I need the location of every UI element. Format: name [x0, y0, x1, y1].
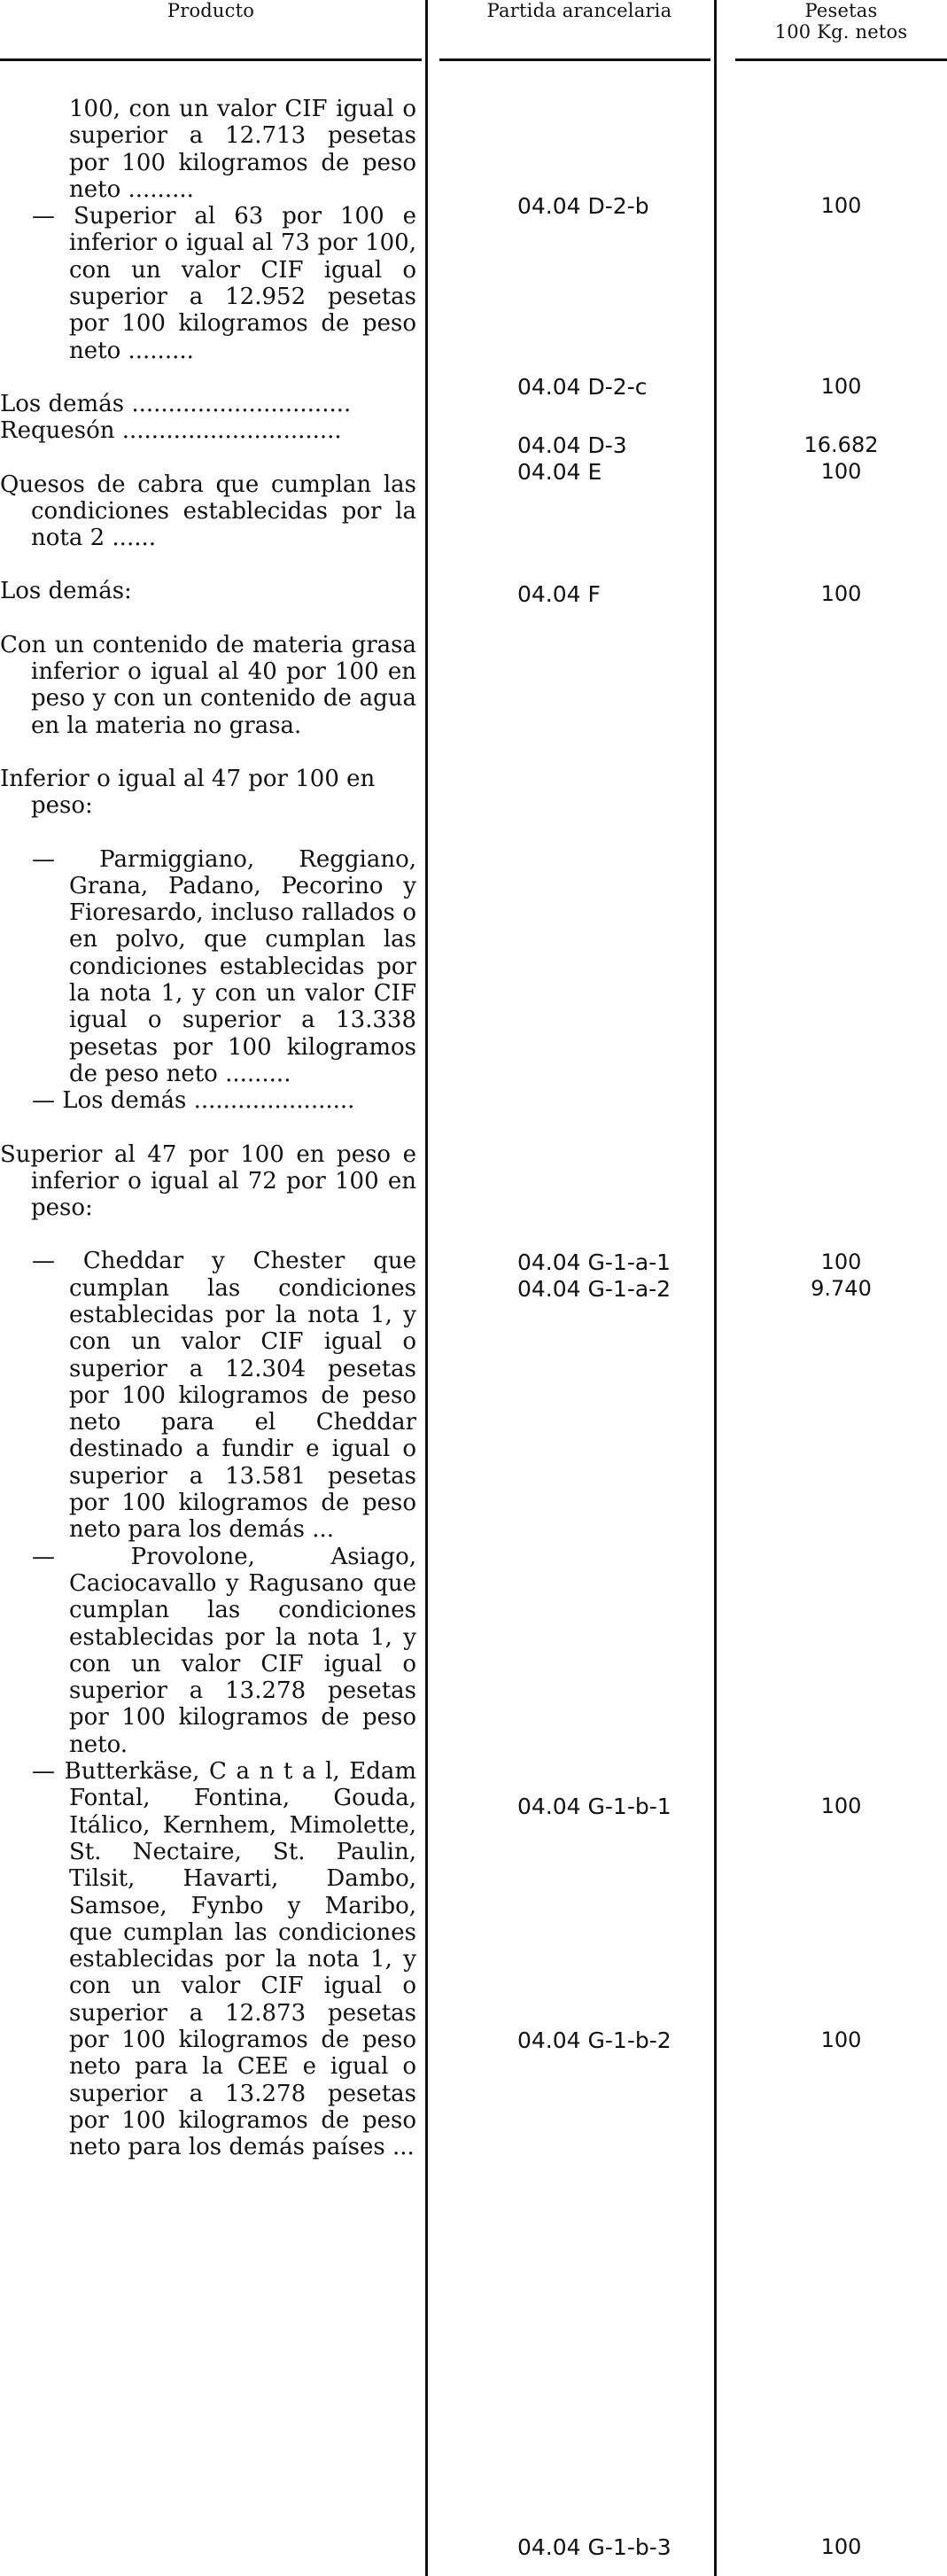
tariff-code: 04.04 G-1-b-2 [517, 2027, 671, 2053]
tariff-value: 16.682 [803, 432, 879, 457]
product-text: — Superior al 63 por 100 e inferior o igual al 73 por 100, con un valor CIF igual o superior a 12.952 pesetas por 100 kilogramos de peso neto ......... [32, 203, 416, 364]
tariff-code: 04.04 D-2-b [517, 193, 649, 219]
product-text: — Cheddar y Chester que cumplan las condiciones establecidas por la nota 1, y con un valor CIF igual o superior a 12.304 pesetas por 100 kilogramos de peso neto para el Cheddar destinado a fundir e igual o superior a 13.581 pesetas por 100 kilogramos de peso neto para los demás ... [32, 1248, 416, 1544]
tariff-value: 100 [820, 374, 862, 399]
product-text: Con un contenido de materia grasa inferior o igual al 40 por 100 en peso y con un contenido de agua en la materia no grasa. [0, 631, 416, 739]
column-header-pesetas [735, 0, 947, 43]
tariff-value: 100 [820, 193, 862, 218]
product-text: Los demás: [0, 578, 132, 605]
tariff-value: 100 [820, 459, 862, 484]
product-text: Superior al 47 por 100 en peso e inferior o igual al 72 por 100 en peso: [0, 1140, 416, 1222]
product-text: 100, con un valor CIF igual o superior a 12.713 pesetas por 100 kilogramos de peso neto ......... [69, 96, 416, 203]
header-rule [735, 58, 947, 61]
column-divider [425, 0, 428, 2576]
tariff-code: 04.04 D-3 [517, 432, 627, 458]
header-rule [439, 58, 710, 61]
tariff-value: 9.740 [811, 1276, 872, 1301]
tariff-code: 04.04 G-1-b-3 [517, 2534, 671, 2560]
tariff-code: 04.04 F [517, 581, 601, 607]
product-text: Quesos de cabra que cumplan las condiciones establecidas por la nota 2 ...... [0, 471, 416, 552]
product-text: Los demás .............................. [0, 390, 352, 417]
tariff-code: 04.04 E [517, 459, 602, 485]
tariff-code: 04.04 G-1-a-1 [517, 1249, 671, 1275]
product-text: — Los demás ...................... [32, 1087, 355, 1115]
product-text: Inferior o igual al 47 por 100 en peso: [0, 765, 376, 820]
tariff-value: 100 [820, 581, 862, 606]
tariff-value: 100 [820, 2027, 862, 2052]
product-text: — Provolone, Asiago, Caciocavallo y Ragusano que cumplan las condiciones establecidas por la nota 1, y con un valor CIF igual o superior a 13.278 pesetas por 100 kilogramos de peso neto. [32, 1543, 416, 1758]
product-text: — Butterkäse, C a n t a l, Edam Fontal, Fontina, Gouda, Itálico, Kernhem, Mimolette, St. Nectaire, St. Paulin, Tilsit, Havarti, Dambo, Samsoe, Fynbo y Maribo, que cumplan las condiciones establecidas por la nota 1, y con un valor CIF igual o superior a 12.873 pesetas por 100 kilogramos de peso neto para la CEE e igual o superior a 13.278 pesetas por 100 kilogramos de peso neto para los demás países ... [32, 1758, 416, 2161]
column-header-pesetas-line1: Pesetas [804, 0, 878, 21]
column-header-pesetas-line2: 100 Kg. netos [774, 21, 908, 43]
column-header-partida: Partida arancelaria [486, 0, 672, 21]
tariff-value: 100 [820, 2534, 862, 2559]
producto-column [0, 96, 416, 2160]
product-text: — Parmiggiano, Reggiano, Grana, Padano, Pecorino y Fioresardo, incluso rallados o en polvo, que cumplan las condiciones establecidas por la nota 1, y con un valor CIF igual o superior a 13.338 pesetas por 100 kilogramos de peso neto ......... [32, 845, 416, 1087]
tariff-code: 04.04 G-1-a-2 [517, 1276, 671, 1302]
column-header-producto: Producto [167, 0, 255, 21]
tariff-value: 100 [820, 1794, 862, 1818]
tariff-code: 04.04 D-2-c [517, 374, 648, 400]
tariff-value: 100 [820, 1249, 862, 1274]
product-text: Requesón .............................. [0, 417, 342, 445]
column-divider [714, 0, 717, 2576]
tariff-code: 04.04 G-1-b-1 [517, 1794, 671, 1819]
header-rule [0, 58, 422, 61]
